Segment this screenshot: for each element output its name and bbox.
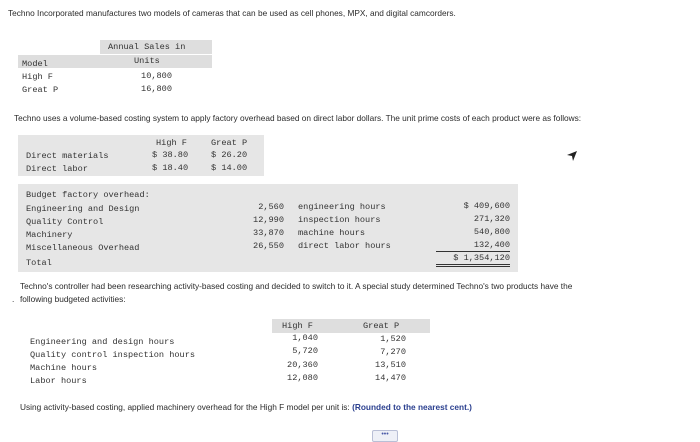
activity-row-v1: 12,080 [287,373,318,383]
sales-row-model: High F [22,72,53,82]
abc-text-1: Techno's controller had been researching activity-based costing and decided to switch to it. A special study determined Techno's two products have the [20,281,573,291]
overhead-row-unit: inspection hours [298,215,381,225]
overhead-row-label: Engineering and Design [26,204,140,214]
overhead-title: Budget factory overhead: [26,190,150,200]
activity-row-label: Quality control inspection hours [30,350,196,360]
overhead-row-label: Miscellaneous Overhead [26,243,140,253]
overhead-row-unit: engineering hours [298,202,386,212]
intro-text: Techno Incorporated manufactures two models of cameras that can be used as cell phones, MPX, and digital camcorders. [8,8,456,18]
sales-header-1: Annual Sales in [108,42,186,52]
question-text [20,402,472,412]
overhead-row-qty: 33,870 [253,228,284,238]
prime-cost-text: Techno uses a volume-based costing system to apply factory overhead based on direct labor dollars. The unit prime costs of each product were as follows: [14,113,582,123]
activity-row-label: Machine hours [30,363,98,373]
activity-row-label: Engineering and design hours [30,337,175,347]
prime-row-v1: $ 38.80 [152,150,189,160]
activity-row-label: Labor hours [30,376,87,386]
overhead-row-amount: 271,320 [473,214,510,224]
activity-row-v2: 14,470 [375,373,406,383]
prime-row-v1: $ 18.40 [152,163,189,173]
overhead-row-unit: direct labor hours [298,241,391,251]
overhead-row-amount: 540,800 [473,227,510,237]
overhead-row-amount: 132,400 [436,240,510,252]
overhead-row-unit: machine hours [298,228,366,238]
abc-text-2: following budgeted activities: [20,294,126,304]
more-button[interactable]: ••• [372,430,398,442]
overhead-row-qty: 2,560 [258,202,284,212]
overhead-row-qty: 12,990 [253,215,284,225]
prime-col-high-f: High F [156,138,187,148]
cursor-icon [566,150,578,162]
activity-row-v1: 1,040 [292,333,318,343]
overhead-total-label: Total [26,258,52,268]
abc-bullet: . [12,294,15,304]
question-body: Using activity-based costing, applied machinery overhead for the High F model per unit is: [20,402,350,412]
prime-row-v2: $ 14.00 [211,163,248,173]
sales-header-model: Model [22,59,48,69]
activity-col-great-p: Great P [363,321,400,331]
prime-row-label: Direct materials [26,151,109,161]
sales-row-model: Great P [22,85,59,95]
activity-row-v1: 20,360 [287,360,318,370]
prime-row-label: Direct labor [26,164,88,174]
sales-row-units: 16,800 [141,84,172,94]
overhead-row-qty: 26,550 [253,241,284,251]
overhead-row-label: Machinery [26,230,73,240]
question-note: (Rounded to the nearest cent.) [352,402,472,412]
prime-col-great-p: Great P [211,138,248,148]
activity-row-v1: 5,720 [292,346,318,356]
activity-row-v2: 13,510 [375,360,406,370]
overhead-row-label: Quality Control [26,217,104,227]
overhead-total-amount: $ 1,354,120 [436,253,510,267]
sales-header-2: Units [134,56,160,66]
activity-row-v2: 7,270 [380,347,406,357]
prime-row-v2: $ 26.20 [211,150,248,160]
sales-row-units: 10,800 [141,71,172,81]
activity-col-high-f: High F [282,321,313,331]
overhead-row-amount: $ 409,600 [463,201,510,211]
activity-row-v2: 1,520 [380,334,406,344]
